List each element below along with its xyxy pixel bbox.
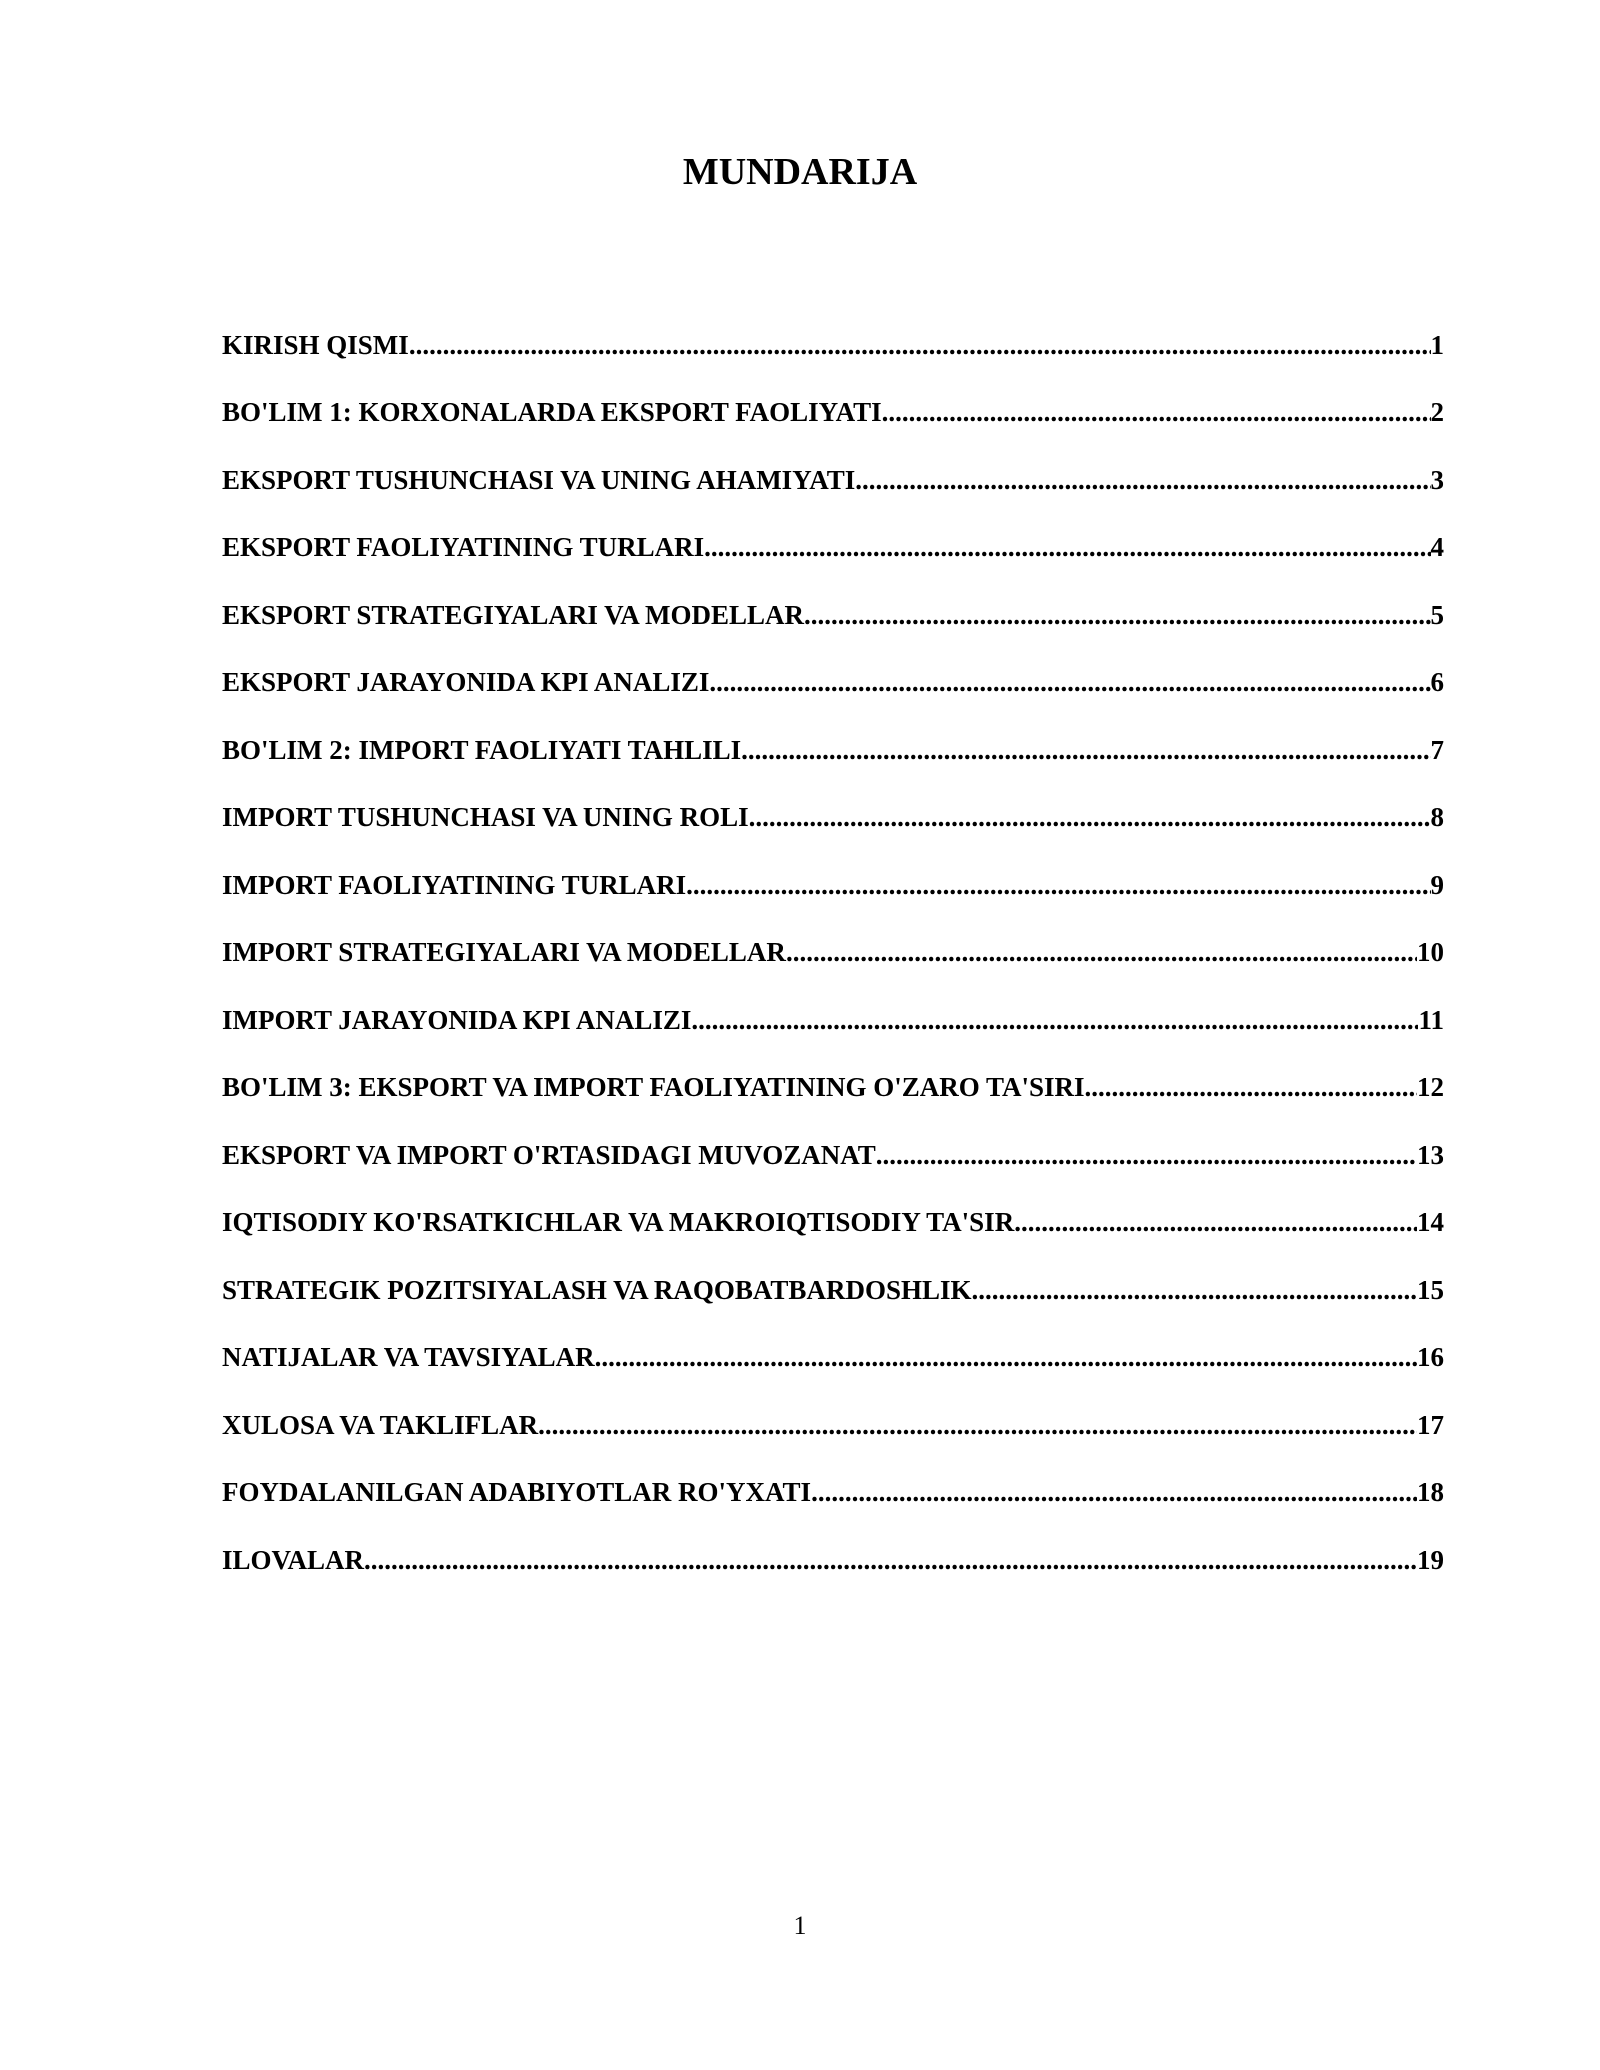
toc-entry-label: IMPORT FAOLIYATINING TURLARI bbox=[222, 869, 687, 900]
toc-entry-label: IMPORT TUSHUNCHASI VA UNING ROLI bbox=[222, 802, 749, 832]
toc-entry-label: EKSPORT JARAYONIDA KPI ANALIZI bbox=[222, 667, 710, 697]
toc-entry-label: FOYDALANILGAN ADABIYOTLAR RO'YXATI bbox=[222, 1477, 812, 1507]
dot-leader bbox=[686, 870, 1430, 900]
toc-entry-import-turlari[interactable] bbox=[222, 832, 1444, 900]
toc-entry-page: 19 bbox=[1417, 1544, 1444, 1575]
toc-entry-page: 1 bbox=[1430, 329, 1444, 360]
toc-entry-page: 15 bbox=[1417, 1274, 1444, 1305]
toc-entry-label: STRATEGIK POZITSIYALASH VA RAQOBATBARDOSHLIK bbox=[222, 1274, 972, 1305]
toc-entry-page: 14 bbox=[1417, 1207, 1444, 1237]
toc-entry-bolim-3[interactable] bbox=[222, 1035, 1444, 1103]
dot-leader bbox=[855, 465, 1430, 495]
page-title: MUNDARIJA bbox=[682, 151, 918, 193]
toc-entry-import-kpi[interactable] bbox=[222, 967, 1444, 1035]
toc-entry-eksport-strategiyalari[interactable] bbox=[222, 562, 1444, 630]
toc-entry-label: IMPORT STRATEGIYALARI VA MODELLAR bbox=[222, 937, 786, 967]
toc-entry-label: IMPORT JARAYONIDA KPI ANALIZI bbox=[222, 1004, 692, 1035]
toc-entry-label: KIRISH QISMI bbox=[222, 329, 409, 360]
toc-entry-label: EKSPORT TUSHUNCHASI VA UNING AHAMIYATI bbox=[222, 464, 856, 495]
toc-entry-eksport-turlari[interactable] bbox=[222, 495, 1444, 563]
toc-entry-page: 16 bbox=[1417, 1342, 1444, 1372]
dot-leader bbox=[704, 532, 1430, 562]
toc-entry-page: 18 bbox=[1417, 1477, 1444, 1507]
toc-entry-iqtisodiy-korsatkichlar[interactable] bbox=[222, 1170, 1444, 1238]
toc-entry-label: EKSPORT STRATEGIYALARI VA MODELLAR bbox=[222, 599, 804, 630]
toc-entry-page: 8 bbox=[1430, 802, 1444, 832]
dot-leader bbox=[804, 600, 1431, 630]
dot-leader bbox=[971, 1275, 1417, 1305]
toc-entry-label: EKSPORT FAOLIYATINING TURLARI bbox=[222, 532, 705, 562]
dot-leader bbox=[749, 802, 1431, 832]
toc-entry-page: 13 bbox=[1417, 1139, 1444, 1170]
toc-entry-natijalar[interactable] bbox=[222, 1305, 1444, 1373]
toc-entry-page: 17 bbox=[1417, 1409, 1444, 1440]
toc-entry-page: 7 bbox=[1430, 734, 1444, 765]
dot-leader bbox=[1085, 1072, 1417, 1102]
toc-entry-ilovalar[interactable] bbox=[222, 1507, 1444, 1575]
toc-entry-xulosa[interactable] bbox=[222, 1372, 1444, 1440]
dot-leader bbox=[741, 735, 1430, 765]
toc-entry-label: BO'LIM 1: KORXONALARDA EKSPORT FAOLIYATI bbox=[222, 397, 882, 427]
toc-entry-page: 12 bbox=[1417, 1072, 1444, 1102]
toc-entry-label: BO'LIM 3: EKSPORT VA IMPORT FAOLIYATINING O'ZARO TA'SIRI bbox=[222, 1072, 1085, 1102]
toc-entry-adabiyotlar[interactable] bbox=[222, 1440, 1444, 1508]
dot-leader bbox=[876, 1140, 1417, 1170]
toc-entry-page: 9 bbox=[1430, 869, 1444, 900]
dot-leader bbox=[786, 937, 1417, 967]
toc-entry-label: ILOVALAR bbox=[222, 1544, 365, 1575]
toc-entry-page: 11 bbox=[1418, 1004, 1444, 1035]
page-number: 1 bbox=[793, 1911, 807, 1940]
toc-entry-muvozanat[interactable] bbox=[222, 1102, 1444, 1170]
toc-entry-label: BO'LIM 2: IMPORT FAOLIYATI TAHLILI bbox=[222, 734, 742, 765]
toc-entry-label: NATIJALAR VA TAVSIYALAR bbox=[222, 1342, 595, 1372]
dot-leader bbox=[811, 1477, 1417, 1507]
dot-leader bbox=[709, 667, 1430, 697]
toc-entry-eksport-tushunchasi[interactable] bbox=[222, 427, 1444, 495]
dot-leader bbox=[691, 1005, 1418, 1035]
toc-entry-import-tushunchasi[interactable] bbox=[222, 765, 1444, 833]
toc-entry-page: 6 bbox=[1430, 667, 1444, 697]
toc-entry-eksport-kpi[interactable] bbox=[222, 630, 1444, 698]
table-of-contents bbox=[222, 292, 1444, 1575]
toc-entry-page: 2 bbox=[1430, 397, 1444, 427]
toc-entry-label: EKSPORT VA IMPORT O'RTASIDAGI MUVOZANAT bbox=[222, 1139, 876, 1170]
dot-leader bbox=[1014, 1207, 1417, 1237]
toc-entry-bolim-1[interactable] bbox=[222, 360, 1444, 428]
toc-entry-bolim-2[interactable] bbox=[222, 697, 1444, 765]
toc-entry-label: XULOSA VA TAKLIFLAR bbox=[222, 1409, 539, 1440]
toc-entry-page: 4 bbox=[1430, 532, 1444, 562]
dot-leader bbox=[364, 1545, 1417, 1575]
toc-entry-import-strategiyalari[interactable] bbox=[222, 900, 1444, 968]
dot-leader bbox=[882, 397, 1431, 427]
toc-entry-label: IQTISODIY KO'RSATKICHLAR VA MAKROIQTISODIY TA'SIR bbox=[222, 1207, 1015, 1237]
toc-entry-strategik-pozitsiyalash[interactable] bbox=[222, 1237, 1444, 1305]
dot-leader bbox=[595, 1342, 1417, 1372]
dot-leader bbox=[409, 330, 1431, 360]
toc-entry-page: 5 bbox=[1430, 599, 1444, 630]
toc-entry-page: 10 bbox=[1417, 937, 1444, 967]
dot-leader bbox=[538, 1410, 1417, 1440]
toc-entry-page: 3 bbox=[1430, 464, 1444, 495]
toc-entry-kirish-qismi[interactable] bbox=[222, 292, 1444, 360]
